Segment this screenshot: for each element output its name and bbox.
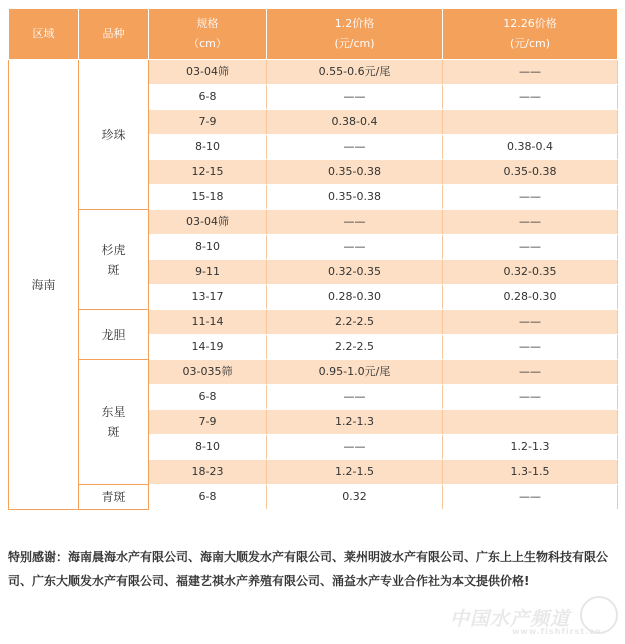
spec-cell: 15-18 bbox=[149, 185, 267, 210]
header-price2 bbox=[443, 9, 618, 60]
species-cell: 杉虎 斑 bbox=[79, 210, 149, 310]
price2-cell: —— bbox=[443, 385, 618, 410]
price1-cell: 2.2-2.5 bbox=[267, 335, 443, 360]
price2-cell: 0.35-0.38 bbox=[443, 160, 618, 185]
species-cell: 东星 斑 bbox=[79, 360, 149, 485]
price1-cell: 0.55-0.6元/尾 bbox=[267, 60, 443, 85]
species-cell: 珍珠 bbox=[79, 60, 149, 210]
price2-cell: —— bbox=[443, 60, 618, 85]
price1-cell: 0.38-0.4 bbox=[267, 110, 443, 135]
price2-cell: —— bbox=[443, 85, 618, 110]
watermark-url: www.fishfirst.cn bbox=[512, 627, 602, 636]
table-row bbox=[9, 360, 618, 385]
price1-cell: —— bbox=[267, 135, 443, 160]
spec-cell: 6-8 bbox=[149, 85, 267, 110]
spec-cell: 7-9 bbox=[149, 110, 267, 135]
region-cell: 海南 bbox=[9, 60, 79, 510]
table-row bbox=[9, 485, 618, 510]
price2-cell: 0.28-0.30 bbox=[443, 285, 618, 310]
table-header-row bbox=[9, 9, 618, 60]
globe-logo-icon bbox=[580, 596, 618, 634]
header-spec bbox=[149, 9, 267, 60]
price2-cell bbox=[443, 410, 618, 435]
price2-cell: 0.38-0.4 bbox=[443, 135, 618, 160]
price1-cell: —— bbox=[267, 235, 443, 260]
spec-cell: 9-11 bbox=[149, 260, 267, 285]
header-price1-unit: (元/cm) bbox=[334, 37, 375, 50]
header-species: 品种 bbox=[79, 9, 149, 60]
price2-cell: —— bbox=[443, 185, 618, 210]
header-price1 bbox=[267, 9, 443, 60]
price1-cell: 0.35-0.38 bbox=[267, 160, 443, 185]
price1-cell: 1.2-1.5 bbox=[267, 460, 443, 485]
spec-cell: 8-10 bbox=[149, 235, 267, 260]
price1-cell: 2.2-2.5 bbox=[267, 310, 443, 335]
watermark-text: 中国水产频道 bbox=[450, 608, 571, 630]
price1-cell: 0.32-0.35 bbox=[267, 260, 443, 285]
spec-cell: 8-10 bbox=[149, 135, 267, 160]
price2-cell: —— bbox=[443, 210, 618, 235]
table-row bbox=[9, 210, 618, 235]
table-body bbox=[9, 60, 618, 510]
price1-cell: —— bbox=[267, 210, 443, 235]
price2-cell: —— bbox=[443, 235, 618, 260]
header-price1-label: 1.2价格 bbox=[334, 17, 375, 30]
price2-cell: —— bbox=[443, 335, 618, 360]
price2-cell: —— bbox=[443, 360, 618, 385]
header-spec-unit: （cm） bbox=[188, 37, 227, 50]
spec-cell: 14-19 bbox=[149, 335, 267, 360]
header-price2-unit: (元/cm) bbox=[509, 37, 551, 50]
spec-cell: 7-9 bbox=[149, 410, 267, 435]
price2-cell: 1.3-1.5 bbox=[443, 460, 618, 485]
species-cell: 青斑 bbox=[79, 485, 149, 510]
table-row bbox=[9, 310, 618, 335]
spec-cell: 11-14 bbox=[149, 310, 267, 335]
spec-cell: 03-035筛 bbox=[149, 360, 267, 385]
species-cell: 龙胆 bbox=[79, 310, 149, 360]
price2-cell: —— bbox=[443, 485, 618, 510]
table-row bbox=[9, 60, 618, 85]
price1-cell: 0.95-1.0元/尾 bbox=[267, 360, 443, 385]
spec-cell: 13-17 bbox=[149, 285, 267, 310]
price2-cell: —— bbox=[443, 310, 618, 335]
price1-cell: —— bbox=[267, 85, 443, 110]
price-table bbox=[8, 8, 618, 510]
header-price2-label: 12.26价格 bbox=[503, 17, 557, 30]
price2-cell bbox=[443, 110, 618, 135]
spec-cell: 03-04筛 bbox=[149, 60, 267, 85]
price2-cell: 1.2-1.3 bbox=[443, 435, 618, 460]
price2-cell: 0.32-0.35 bbox=[443, 260, 618, 285]
thanks-note: 特别感谢：海南晨海水产有限公司、海南大顺发水产有限公司、莱州明波水产有限公司、广东上上生物科技有限公司、广东大顺发水产有限公司、福建艺祺水产养殖有限公司、涌益水产专业合作社为本文提供价格! bbox=[8, 550, 609, 588]
spec-cell: 6-8 bbox=[149, 385, 267, 410]
watermark bbox=[450, 604, 602, 636]
spec-cell: 03-04筛 bbox=[149, 210, 267, 235]
header-region: 区域 bbox=[9, 9, 79, 60]
price1-cell: —— bbox=[267, 435, 443, 460]
header-spec-label: 规格 bbox=[196, 17, 219, 30]
spec-cell: 18-23 bbox=[149, 460, 267, 485]
spec-cell: 8-10 bbox=[149, 435, 267, 460]
spec-cell: 12-15 bbox=[149, 160, 267, 185]
price1-cell: 0.32 bbox=[267, 485, 443, 510]
price-table-container bbox=[8, 8, 617, 510]
price1-cell: —— bbox=[267, 385, 443, 410]
price1-cell: 0.35-0.38 bbox=[267, 185, 443, 210]
spec-cell: 6-8 bbox=[149, 485, 267, 510]
price1-cell: 1.2-1.3 bbox=[267, 410, 443, 435]
price1-cell: 0.28-0.30 bbox=[267, 285, 443, 310]
